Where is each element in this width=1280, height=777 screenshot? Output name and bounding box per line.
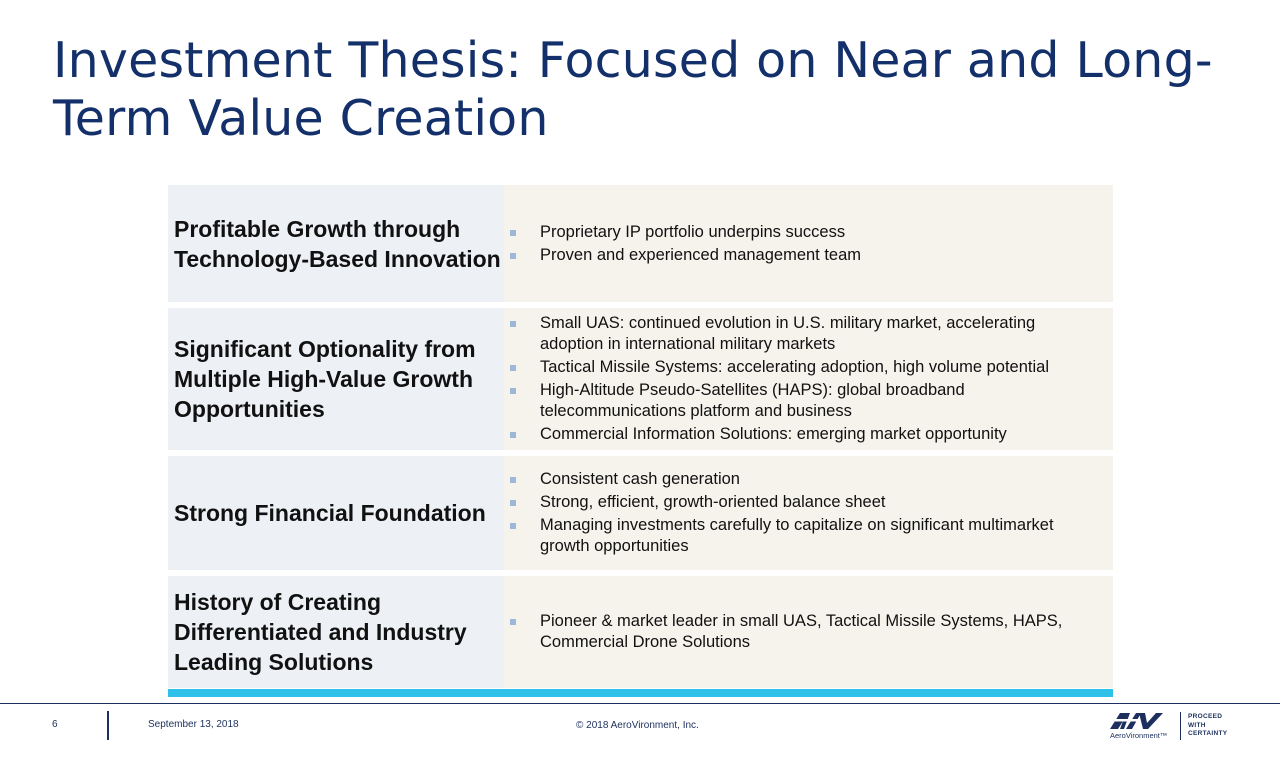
list-item: [510, 515, 1097, 557]
list-item: [510, 245, 861, 266]
list-item: [510, 492, 1097, 513]
bullet-text: High-Altitude Pseudo-Satellites (HAPS): global broadband telecommunications platform and business: [540, 381, 965, 420]
list-item: [510, 222, 861, 243]
row-points: [504, 185, 1113, 302]
square-bullet-icon: [510, 619, 516, 625]
thesis-table: [168, 185, 1113, 688]
bullet-text: Proprietary IP portfolio underpins success: [540, 222, 846, 241]
thesis-row-history: [168, 576, 1113, 688]
av-logo-icon: [1110, 712, 1170, 730]
square-bullet-icon: [510, 477, 516, 483]
square-bullet-icon: [510, 432, 516, 438]
bullet-list: [510, 220, 861, 268]
square-bullet-icon: [510, 365, 516, 371]
row-points: [504, 456, 1113, 570]
list-item: [510, 424, 1097, 445]
footer-rule: [0, 703, 1280, 704]
bullet-text: Small UAS: continued evolution in U.S. military market, accelerating adoption in international military markets: [540, 314, 1036, 353]
row-points: [504, 308, 1113, 450]
list-item: [510, 357, 1097, 378]
thesis-row-optionality: [168, 308, 1113, 450]
bullet-text: Consistent cash generation: [540, 470, 740, 488]
square-bullet-icon: [510, 230, 516, 236]
row-heading: Profitable Growth through Technology-Based Innovation: [168, 185, 504, 302]
bullet-text: Tactical Missile Systems: accelerating adoption, high volume potential: [540, 358, 1050, 376]
bullet-text: Pioneer & market leader in small UAS, Tactical Missile Systems, HAPS, Commercial Drone Solutions: [540, 612, 1063, 651]
square-bullet-icon: [510, 523, 516, 529]
thesis-row-financial: [168, 456, 1113, 570]
list-item: [510, 611, 1097, 653]
bullet-text: Commercial Information Solutions: emerging market opportunity: [540, 425, 1007, 443]
tagline-line: WITH: [1188, 721, 1206, 729]
square-bullet-icon: [510, 321, 516, 327]
bullet-list: [510, 467, 1097, 559]
row-heading: History of Creating Differentiated and Industry Leading Solutions: [168, 576, 504, 688]
bullet-text: Managing investments carefully to capitalize on significant multimarket growth opportunities: [540, 516, 1054, 555]
accent-bar: [168, 689, 1113, 697]
logo-wordmark: AeroVironment™: [1110, 731, 1168, 740]
tagline-line: PROCEED: [1188, 713, 1223, 720]
square-bullet-icon: [510, 253, 516, 259]
row-points: [504, 576, 1113, 688]
thesis-row-technology: [168, 185, 1113, 302]
square-bullet-icon: [510, 388, 516, 394]
bullet-list: [510, 609, 1097, 655]
list-item: [510, 313, 1097, 355]
company-logo: [1108, 710, 1183, 740]
tagline-divider: [1180, 712, 1181, 740]
tagline-line: CERTAINTY: [1188, 730, 1228, 737]
page-number: 6: [52, 719, 58, 730]
row-heading: Strong Financial Foundation: [168, 456, 504, 570]
footer-date: September 13, 2018: [148, 719, 239, 730]
row-heading: Significant Optionality from Multiple High-Value Growth Opportunities: [168, 308, 504, 450]
list-item: [510, 380, 1097, 422]
footer-divider: [107, 711, 109, 740]
square-bullet-icon: [510, 500, 516, 506]
list-item: [510, 469, 1097, 490]
tagline: [1188, 713, 1227, 739]
slide-title: Investment Thesis: Focused on Near and Long-Term Value Creation: [53, 32, 1213, 147]
bullet-text: Strong, efficient, growth-oriented balance sheet: [540, 493, 886, 511]
bullet-text: Proven and experienced management team: [540, 245, 862, 264]
bullet-list: [510, 311, 1097, 447]
footer-copyright: © 2018 AeroVironment, Inc.: [576, 720, 699, 731]
